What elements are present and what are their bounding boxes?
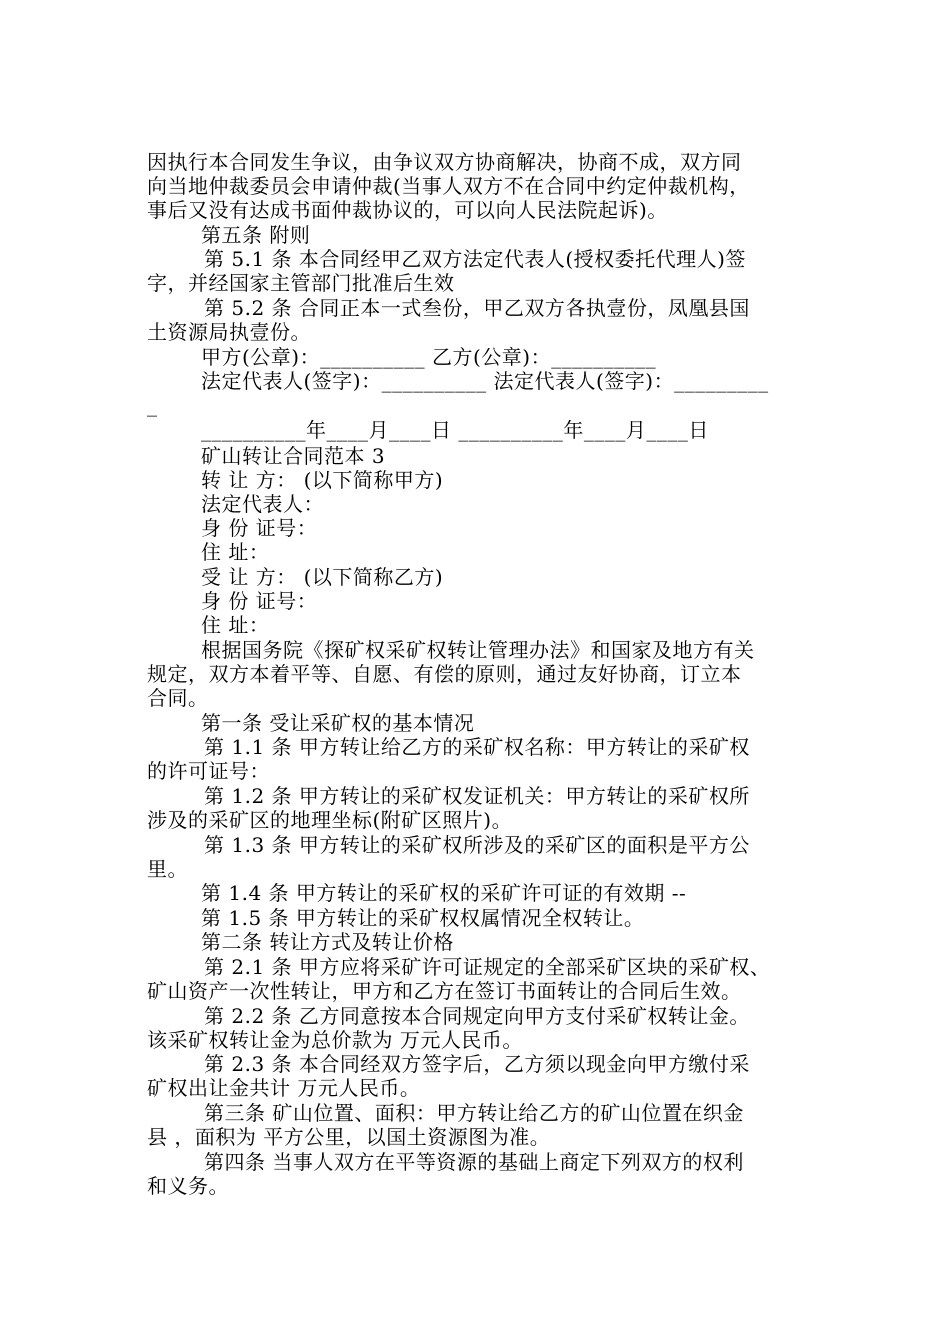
text-line: 矿权出让金共计 万元人民币。	[147, 1076, 421, 1100]
text-line: 第三条 矿山位置、面积：甲方转让给乙方的矿山位置在织金	[204, 1101, 744, 1125]
text-line: 第 1.4 条 甲方转让的采矿权的采矿许可证的有效期 --	[201, 881, 687, 905]
text-line: 第 2.2 条 乙方同意按本合同规定向甲方支付采矿权转让金。	[204, 1004, 750, 1028]
text-line: 甲方(公章)：__________ 乙方(公章)：__________	[201, 345, 657, 369]
text-line: 住 址：	[201, 613, 270, 637]
text-line: 根据国务院《探矿权采矿权转让管理办法》和国家及地方有关	[201, 638, 755, 662]
text-line: 第 2.1 条 甲方应将采矿许可证规定的全部采矿区块的采矿权、	[204, 955, 771, 979]
text-line: 第 1.5 条 甲方转让的采矿权权属情况全权转让。	[201, 906, 645, 930]
text-line: 第 5.2 条 合同正本一式叁份，甲乙双方各执壹份，凤凰县国	[204, 296, 750, 320]
text-line: 县 ，面积为 平方公里，以国土资源图为准。	[147, 1125, 551, 1149]
text-line: 第 1.3 条 甲方转让的采矿权所涉及的采矿区的面积是平方公	[204, 833, 750, 857]
text-line: 事后又没有达成书面仲裁协议的，可以向人民法院起诉)。	[147, 198, 668, 222]
text-line: 规定，双方本着平等、自愿、有偿的原则，通过友好协商，订立本	[147, 662, 742, 686]
text-line: 向当地仲裁委员会申请仲裁(当事人双方不在合同中约定仲裁机构，	[147, 174, 750, 198]
text-line: 矿山资产一次性转让，甲方和乙方在签订书面转让的合同后生效。	[147, 979, 742, 1003]
text-line: 第 5.1 条 本合同经甲乙双方法定代表人(授权委托代理人)签	[204, 247, 746, 271]
text-line: 第四条 当事人双方在平等资源的基础上商定下列双方的权利	[204, 1150, 744, 1174]
text-line: 第 2.3 条 本合同经双方签字后，乙方须以现金向甲方缴付采	[204, 1052, 750, 1076]
text-line: 矿山转让合同范本 3	[201, 444, 386, 468]
text-line: 法定代表人(签字)：__________ 法定代表人(签字)：_________	[201, 369, 769, 393]
text-line: 里。	[147, 857, 188, 881]
text-line: 第 1.1 条 甲方转让给乙方的采矿权名称：甲方转让的采矿权	[204, 735, 750, 759]
text-line: 涉及的采矿区的地理坐标(附矿区照片)。	[147, 808, 513, 832]
text-line: 住 址：	[201, 540, 270, 564]
text-line: 身 份 证号：	[201, 516, 318, 540]
text-line: 土资源局执壹份。	[147, 320, 311, 344]
text-line: 该采矿权转让金为总价款为 万元人民币。	[147, 1028, 523, 1052]
text-line: 合同。	[147, 686, 209, 710]
text-line: 和义务。	[147, 1174, 229, 1198]
text-line: 第 1.2 条 甲方转让的采矿权发证机关：甲方转让的采矿权所	[204, 784, 750, 808]
text-line: 第二条 转让方式及转让价格	[201, 930, 454, 954]
text-line: 第五条 附则	[201, 223, 311, 247]
text-line: 转 让 方： (以下简称甲方)	[201, 468, 444, 492]
text-line: _	[147, 393, 158, 417]
text-line: __________年____月____日 __________年____月____日	[201, 418, 709, 442]
text-line: 身 份 证号：	[201, 589, 318, 613]
text-line: 受 让 方： (以下简称乙方)	[201, 565, 444, 589]
text-line: 第一条 受让采矿权的基本情况	[201, 711, 475, 735]
text-line: 因执行本合同发生争议，由争议双方协商解决，协商不成，双方同	[147, 150, 742, 174]
text-line: 的许可证号：	[147, 759, 270, 783]
text-line: 字，并经国家主管部门批准后生效	[147, 271, 455, 295]
text-line: 法定代表人：	[201, 492, 324, 516]
